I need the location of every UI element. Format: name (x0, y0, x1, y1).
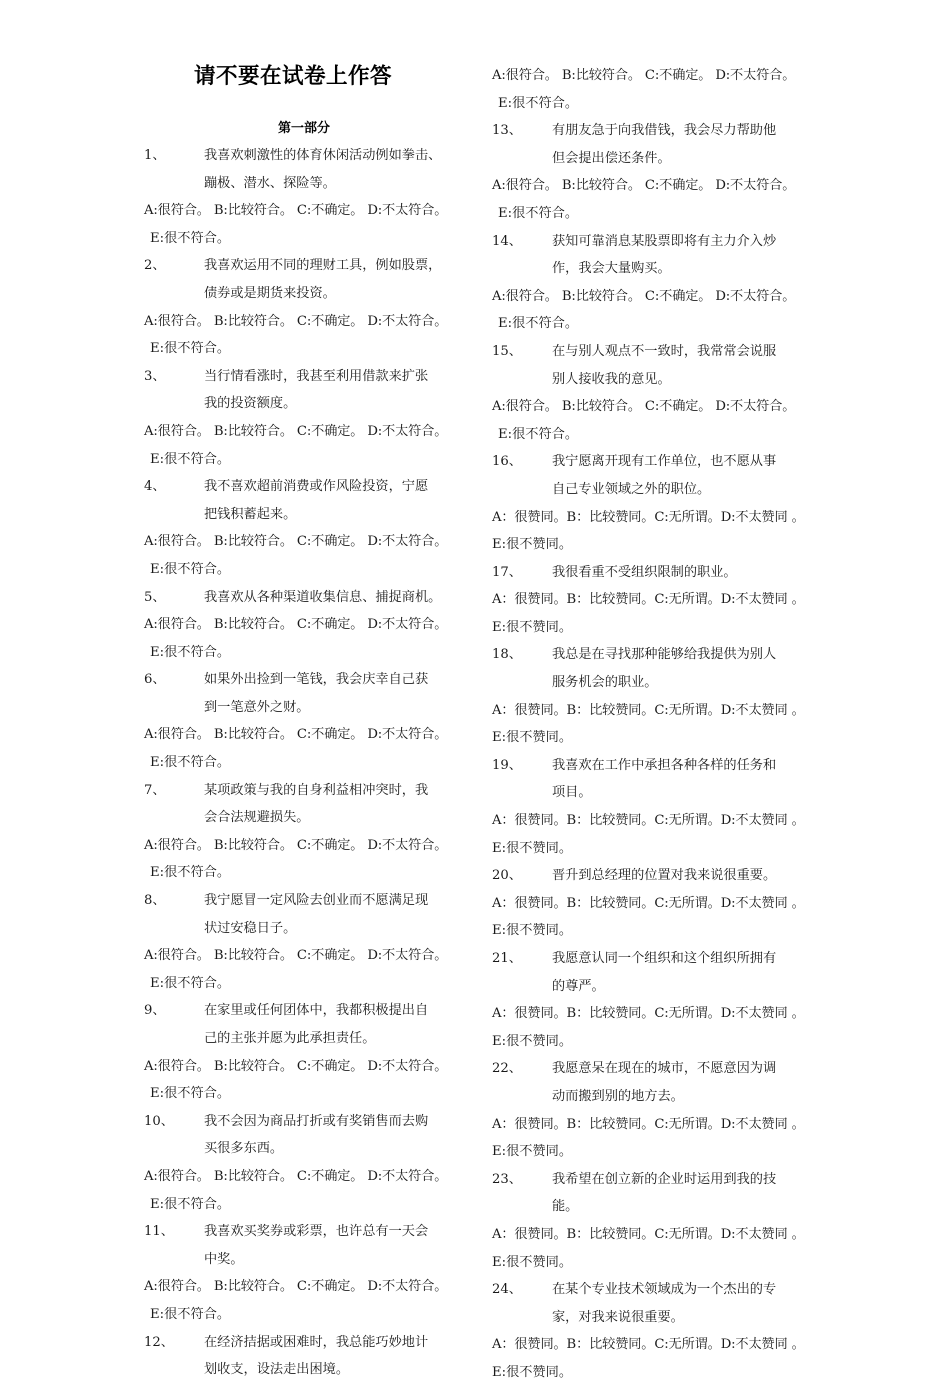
answer-options-line: A：很赞同。B：比较赞同。C:无所谓。D:不太赞同 。 (492, 1226, 805, 1242)
question-first-line (144, 252, 464, 280)
question-first-line (144, 1329, 464, 1357)
question-block (492, 1055, 812, 1165)
answer-option-e-line: E:很不赞同。 (492, 923, 573, 939)
question-number: 21、 (492, 951, 522, 966)
question-first-line (144, 777, 464, 805)
answer-option-e-line: E:很不符合。 (150, 1196, 231, 1212)
question-block (144, 142, 464, 252)
question-number: 2、 (144, 258, 166, 274)
question-block (492, 945, 812, 1055)
question-number: 6、 (144, 672, 166, 688)
answer-option-e-line: E:很不符合。 (498, 426, 579, 442)
question-continuation-line: 债券或是期货来投资。 (204, 285, 336, 301)
question-number: 23、 (492, 1171, 522, 1187)
question-block (144, 997, 464, 1107)
question-number: 13、 (492, 123, 522, 139)
question-block (492, 117, 812, 227)
title-spacer (144, 92, 464, 116)
question-first-line (492, 862, 812, 890)
question-continuation-line: 到一笔意外之财。 (204, 699, 310, 715)
question-first-line (492, 338, 812, 366)
section-header: 第一部分 (277, 121, 330, 136)
question-continuation-line: 动而搬到别的地方去。 (552, 1088, 684, 1104)
answer-option-e-line: E:很不赞同。 (492, 537, 573, 553)
question-text: 我希望在创立新的企业时运用到我的技 (552, 1171, 777, 1187)
question-number: 24、 (492, 1282, 522, 1298)
question-continuation-line: 蹦极、潜水、探险等。 (204, 175, 336, 191)
question-block (492, 228, 812, 338)
answer-options-line: A:很符合。 B:比较符合。 C:不确定。 D:不太符合。 (492, 68, 796, 83)
question-continuation-line: 我的投资额度。 (204, 396, 297, 412)
question-text: 我不会因为商品打折或有奖销售而去购 (204, 1113, 429, 1129)
answer-options-line: A:很符合。 B:比较符合。 C:不确定。 D:不太符合。 (144, 534, 448, 550)
answer-option-e-line: E:很不赞同。 (492, 840, 573, 856)
question-first-line (492, 1055, 812, 1083)
right-question-list (492, 117, 812, 1386)
question-text: 我喜欢刺激性的体育休闲活动例如拳击、 (204, 148, 442, 163)
answer-options-line: A:很符合。 B:比较符合。 C:不确定。 D:不太符合。 (144, 948, 448, 964)
question-first-line (492, 1166, 812, 1194)
question-first-line (492, 559, 812, 587)
question-continuation-line: 家，对我来说很重要。 (552, 1309, 684, 1325)
question-first-line (492, 641, 812, 669)
question-text: 我喜欢在工作中承担各种各样的任务和 (552, 757, 777, 773)
question-first-line (492, 945, 812, 973)
question-block (144, 473, 464, 583)
question-text: 我不喜欢超前消费或作风险投资，宁愿 (204, 479, 429, 495)
question-continuation-line: 状过安稳日子。 (204, 920, 297, 936)
answer-option-e-line: E:很不符合。 (150, 561, 231, 577)
answer-option-e-line: E:很不赞同。 (492, 1254, 573, 1270)
left-column (144, 62, 464, 1384)
answer-options-line: A：很赞同。B：比较赞同。C:无所谓。D:不太赞同 。 (492, 702, 805, 718)
question-continuation-line: 但会提出偿还条件。 (552, 150, 671, 166)
question-continuation-line: 服务机会的职业。 (552, 675, 658, 691)
question-text: 我喜欢从各种渠道收集信息、捕捉商机。 (204, 589, 442, 605)
answer-options-line: A:很符合。 B:比较符合。 C:不确定。 D:不太符合。 (144, 313, 448, 329)
question-block (144, 1329, 464, 1384)
question-block (492, 641, 812, 751)
question-number: 8、 (144, 893, 166, 909)
answer-option-e-line: E:很不符合。 (498, 95, 579, 111)
question-text: 在经济拮据或困难时，我总能巧妙地计 (204, 1334, 429, 1350)
question-number: 1、 (144, 148, 166, 163)
question-first-line (144, 1108, 464, 1136)
question-text: 某项政策与我的自身利益相冲突时，我 (204, 782, 429, 798)
answer-options-line: A：很赞同。B：比较赞同。C:无所谓。D:不太赞同 。 (492, 1116, 805, 1132)
question-block (144, 584, 464, 667)
question-text: 我总是在寻找那种能够给我提供为别人 (552, 647, 777, 663)
answer-option-e-line: E:很不符合。 (150, 644, 231, 660)
answer-option-e-line: E:很不赞同。 (492, 1033, 573, 1049)
question-block (144, 887, 464, 997)
answer-options-line: A：很赞同。B：比较赞同。C:无所谓。D:不太赞同 。 (492, 1006, 805, 1022)
question-block (492, 338, 812, 448)
question-text: 我喜欢买奖券或彩票，也许总有一天会 (204, 1224, 429, 1240)
left-question-list (144, 142, 464, 1384)
answer-options-line: A:很符合。 B:比较符合。 C:不确定。 D:不太符合。 (492, 288, 796, 304)
answer-options-line: A：很赞同。B：比较赞同。C:无所谓。D:不太赞同 。 (492, 813, 805, 829)
question-block (144, 363, 464, 473)
question-text: 有朋友急于向我借钱，我会尽力帮助他 (552, 123, 777, 139)
question-block (492, 559, 812, 642)
question-number: 15、 (492, 343, 522, 359)
question-first-line (492, 752, 812, 780)
answer-option-e-line: E:很不符合。 (150, 451, 231, 467)
answer-option-e-line: E:很不符合。 (498, 316, 579, 332)
page-title: 请不要在试卷上作答 (194, 64, 393, 89)
answer-options-line: A：很赞同。B：比较赞同。C:无所谓。D:不太赞同 。 (492, 1337, 805, 1353)
question-text: 获知可靠消息某股票即将有主力介入炒 (552, 233, 777, 249)
answer-option-e-line: E:很不赞同。 (492, 1144, 573, 1160)
answer-options-line: A:很符合。 B:比较符合。 C:不确定。 D:不太符合。 (144, 837, 448, 853)
answer-option-e-line: E:很不符合。 (150, 865, 231, 881)
question-continuation-line: 作，我会大量购买。 (552, 261, 671, 277)
question-number: 3、 (144, 368, 166, 384)
answer-option-e-line: E:很不赞同。 (492, 1364, 573, 1380)
question-block (492, 1166, 812, 1276)
question-block (492, 1276, 812, 1386)
question-block (144, 666, 464, 776)
answer-option-e-line: E:很不符合。 (498, 205, 579, 221)
question-first-line (144, 997, 464, 1025)
question-number: 19、 (492, 757, 522, 773)
answer-options-line: A:很符合。 B:比较符合。 C:不确定。 D:不太符合。 (492, 399, 796, 415)
question-first-line (492, 448, 812, 476)
question-block (144, 252, 464, 362)
answer-option-e-line: E:很不赞同。 (492, 619, 573, 635)
answer-options-line: A:很符合。 B:比较符合。 C:不确定。 D:不太符合。 (144, 617, 448, 633)
question-number: 7、 (144, 782, 166, 798)
question-number: 9、 (144, 1003, 166, 1019)
question-number: 5、 (144, 589, 166, 605)
question-continuation-line: 的尊严。 (552, 978, 605, 994)
question-continuation-line: 划收支，设法走出困境。 (204, 1362, 350, 1378)
question-block (492, 862, 812, 945)
question-first-line (144, 1218, 464, 1246)
question-continuation-line: 会合法规避损失。 (204, 810, 310, 826)
question-block (492, 448, 812, 558)
right-column (492, 62, 812, 1387)
question-first-line (144, 887, 464, 915)
question-text: 我宁愿离开现有工作单位，也不愿从事 (552, 454, 777, 470)
answer-option-e-line: E:很不符合。 (150, 975, 231, 991)
question-text: 我喜欢运用不同的理财工具，例如股票， (204, 258, 442, 274)
question-first-line (492, 228, 812, 256)
question-first-line (144, 363, 464, 391)
question-number: 12、 (144, 1334, 174, 1350)
two-column-body (144, 62, 816, 1387)
question-number: 22、 (492, 1061, 522, 1077)
question-text: 在家里或任何团体中，我都积极提出自 (204, 1003, 429, 1019)
question-first-line (492, 117, 812, 145)
question-text: 我很看重不受组织限制的职业。 (552, 564, 737, 580)
answer-option-e-line: E:很不符合。 (150, 755, 231, 771)
question-continuation-line: 中奖。 (204, 1251, 244, 1267)
answer-options-line: A:很符合。 B:比较符合。 C:不确定。 D:不太符合。 (144, 1279, 448, 1295)
answer-option-e-line: E:很不符合。 (150, 230, 231, 246)
question-number: 4、 (144, 479, 166, 495)
question-first-line (144, 142, 464, 170)
question-continuation-line: 己的主张并愿为此承担责任。 (204, 1031, 376, 1046)
answer-options-line: A：很赞同。B：比较赞同。C:无所谓。D:不太赞同 。 (492, 509, 805, 525)
question-number: 14、 (492, 233, 522, 249)
question-text: 晋升到总经理的位置对我来说很重要。 (552, 868, 777, 884)
answer-options-line: A：很赞同。B：比较赞同。C:无所谓。D:不太赞同 。 (492, 592, 805, 608)
answer-options-line: A：很赞同。B：比较赞同。C:无所谓。D:不太赞同 。 (492, 895, 805, 911)
answer-options-line: A:很符合。 B:比较符合。 C:不确定。 D:不太符合。 (144, 423, 448, 439)
question-number: 10、 (144, 1113, 174, 1129)
answer-options-line: A:很符合。 B:比较符合。 C:不确定。 D:不太符合。 (144, 203, 448, 219)
question-number: 11、 (144, 1224, 174, 1240)
question-number: 17、 (492, 564, 522, 580)
question-first-line (144, 666, 464, 694)
answer-options-line: A:很符合。 B:比较符合。 C:不确定。 D:不太符合。 (144, 727, 448, 743)
question-text: 我愿意认同一个组织和这个组织所拥有 (552, 951, 777, 966)
question-continuation-line: 自己专业领域之外的职位。 (552, 481, 711, 497)
question-text: 在与别人观点不一致时，我常常会说服 (552, 343, 777, 359)
question-first-line (492, 1276, 812, 1304)
question-continuation-line: 把钱积蓄起来。 (204, 506, 297, 522)
question-text: 如果外出捡到一笔钱，我会庆幸自己获 (204, 672, 429, 688)
answer-options-line: A:很符合。 B:比较符合。 C:不确定。 D:不太符合。 (144, 1058, 448, 1074)
question-continuation-line: 别人接收我的意见。 (552, 371, 671, 387)
question-block (144, 777, 464, 887)
question-block (492, 752, 812, 862)
question-text: 在某个专业技术领域成为一个杰出的专 (552, 1282, 777, 1298)
question-continuation-line: 买很多东西。 (204, 1141, 284, 1157)
question-first-line (144, 584, 464, 612)
answer-option-e-line: E:很不赞同。 (492, 730, 573, 746)
question-block (144, 1218, 464, 1328)
question-text: 我宁愿冒一定风险去创业而不愿满足现 (204, 893, 429, 909)
question-continuation-line: 能。 (552, 1199, 579, 1215)
answer-options-line: A:很符合。 B:比较符合。 C:不确定。 D:不太符合。 (492, 178, 796, 194)
question-number: 18、 (492, 647, 522, 663)
question-text: 当行情看涨时，我甚至利用借款来扩张 (204, 368, 429, 384)
question-text: 我愿意呆在现在的城市，不愿意因为调 (552, 1061, 777, 1077)
question-first-line (144, 473, 464, 501)
answer-options-line: A:很符合。 B:比较符合。 C:不确定。 D:不太符合。 (144, 1168, 448, 1184)
answer-option-e-line: E:很不符合。 (150, 1306, 231, 1322)
question-continuation-line: 项目。 (552, 785, 592, 801)
question-number: 20、 (492, 868, 522, 884)
question-block (144, 1108, 464, 1218)
answer-option-e-line: E:很不符合。 (150, 1086, 231, 1102)
answer-option-e-line: E:很不符合。 (150, 341, 231, 357)
question-number: 16、 (492, 454, 522, 470)
